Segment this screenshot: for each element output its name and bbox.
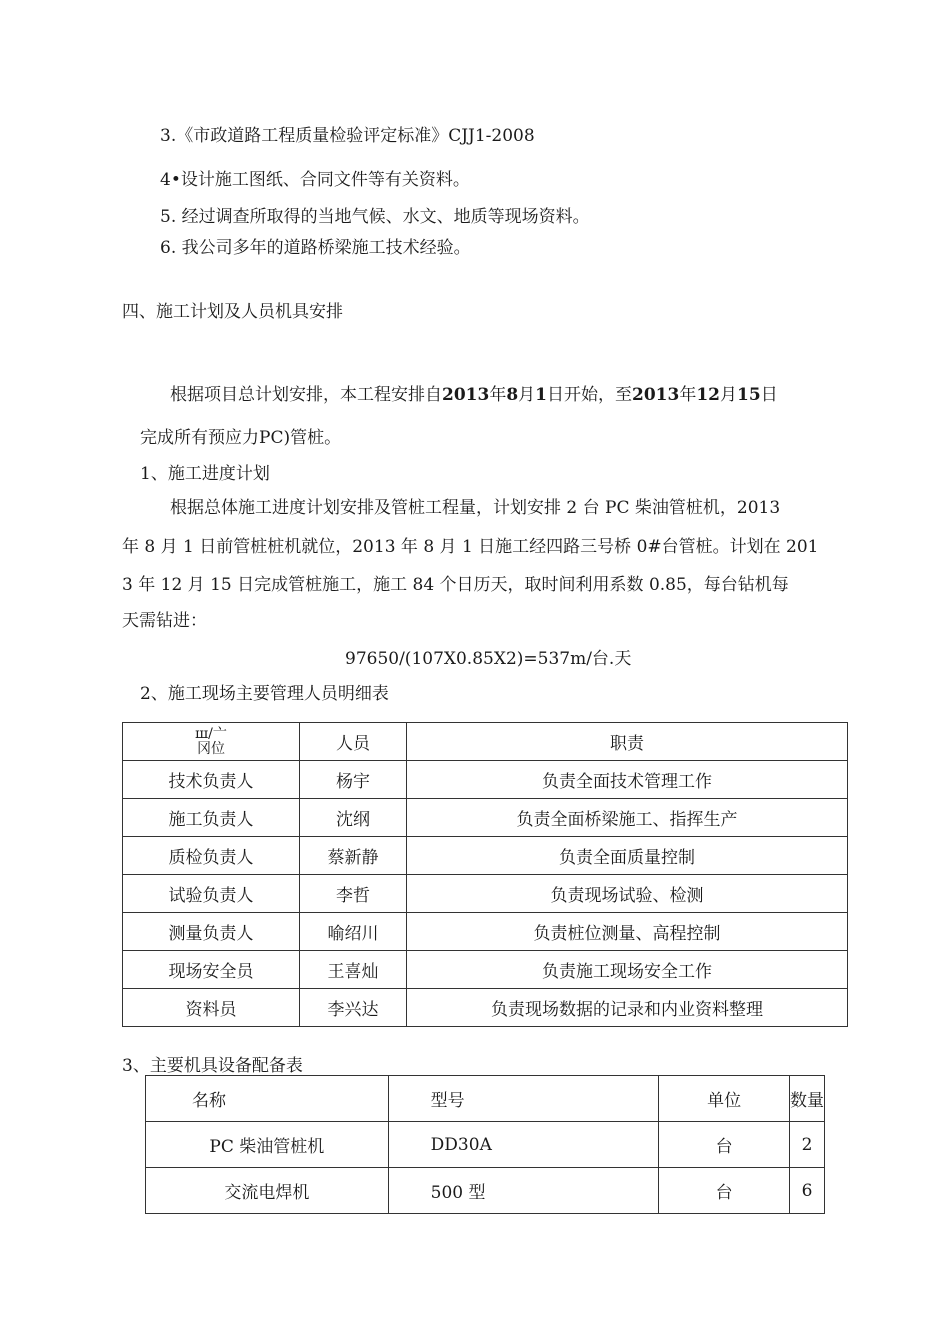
equip-unit: 台 — [659, 1168, 790, 1214]
basis-item-6: 6. 我公司多年的道路桥梁施工技术经验。 — [160, 238, 471, 258]
equip-name: PC 柴油管桩机 — [146, 1122, 389, 1168]
table-row — [123, 875, 848, 913]
subsection-1-title: 1、施工进度计划 — [140, 464, 270, 484]
intro-text-g: 日 — [760, 385, 778, 405]
formula: 97650/(107X0.85X2)=537m/台.天 — [345, 649, 632, 669]
table-row — [146, 1168, 825, 1214]
intro-paragraph-line1 — [170, 387, 778, 404]
basis-item-5: 5. 经过调查所取得的当地气候、水文、地质等现场资料。 — [160, 207, 590, 227]
schedule-line-1: 根据总体施工进度计划安排及管桩工程量，计划安排 2 台 PC 柴油管桩机，2013 — [170, 498, 781, 518]
section-4-title: 四、施工计划及人员机具安排 — [122, 302, 343, 322]
staff-duty: 负责现场数据的记录和内业资料整理 — [407, 989, 848, 1027]
staff-post: 现场安全员 — [123, 951, 300, 989]
staff-duty: 负责现场试验、检测 — [407, 875, 848, 913]
header-post-line1: ш/亠 — [195, 725, 227, 742]
subsection-3-title: 3、主要机具设备配备表 — [122, 1056, 303, 1076]
intro-year2: 2013 — [632, 385, 680, 405]
staff-post: 技术负责人 — [123, 761, 300, 799]
staff-person: 喻绍川 — [300, 913, 407, 951]
equipment-table — [145, 1075, 825, 1214]
intro-text-b: 年 — [489, 385, 507, 405]
table-row — [123, 837, 848, 875]
header-person: 人员 — [300, 723, 407, 761]
intro-day1: 1 — [535, 385, 548, 405]
staff-person: 李哲 — [300, 875, 407, 913]
intro-day2: 15 — [737, 385, 761, 405]
schedule-line-3: 3 年 12 月 15 日完成管桩施工，施工 84 个日历天，取时间利用系数 0.85，每台钻机每 — [122, 575, 789, 595]
table-row — [123, 799, 848, 837]
staff-duty: 负责全面技术管理工作 — [407, 761, 848, 799]
staff-person: 沈纲 — [300, 799, 407, 837]
equip-unit: 台 — [659, 1122, 790, 1168]
basis-item-4: 4•设计施工图纸、合同文件等有关资料。 — [160, 170, 470, 190]
equip-model: DD30A — [388, 1122, 659, 1168]
table-row — [123, 989, 848, 1027]
header-unit: 单位 — [659, 1076, 790, 1122]
staff-table-header — [123, 723, 848, 761]
intro-text-d: 日开始，至 — [547, 385, 633, 405]
staff-duty: 负责全面质量控制 — [407, 837, 848, 875]
staff-table — [122, 722, 848, 1027]
staff-duty: 负责施工现场安全工作 — [407, 951, 848, 989]
staff-post: 质检负责人 — [123, 837, 300, 875]
schedule-line-2: 年 8 月 1 日前管桩桩机就位，2013 年 8 月 1 日施工经四路三号桥 0#台管桩。计划在 201 — [122, 537, 819, 557]
staff-duty: 负责桩位测量、高程控制 — [407, 913, 848, 951]
header-post — [123, 723, 300, 761]
staff-person: 杨宇 — [300, 761, 407, 799]
intro-text-c: 月 — [518, 385, 536, 405]
intro-text-f: 月 — [720, 385, 738, 405]
intro-text-a: 根据项目总计划安排，本工程安排自 — [170, 385, 442, 405]
intro-paragraph-line2: 完成所有预应力PC)管桩。 — [140, 428, 342, 448]
staff-post: 资料员 — [123, 989, 300, 1027]
intro-text-e: 年 — [679, 385, 697, 405]
intro-month1: 8 — [506, 385, 519, 405]
table-row — [123, 761, 848, 799]
subsection-2-title: 2、施工现场主要管理人员明细表 — [140, 684, 389, 704]
equip-qty: 2 — [790, 1122, 825, 1168]
table-row — [123, 913, 848, 951]
table-row — [123, 951, 848, 989]
intro-year1: 2013 — [442, 385, 490, 405]
header-name: 名称 — [146, 1076, 389, 1122]
equip-model: 500 型 — [388, 1168, 659, 1214]
staff-duty: 负责全面桥梁施工、指挥生产 — [407, 799, 848, 837]
staff-person: 蔡新静 — [300, 837, 407, 875]
equip-qty: 6 — [790, 1168, 825, 1214]
schedule-line-4: 天需钻进： — [122, 611, 207, 631]
intro-month2: 12 — [696, 385, 721, 405]
header-model: 型号 — [388, 1076, 659, 1122]
equip-name: 交流电焊机 — [146, 1168, 389, 1214]
staff-post: 测量负责人 — [123, 913, 300, 951]
header-qty: 数量 — [790, 1076, 825, 1122]
staff-post: 施工负责人 — [123, 799, 300, 837]
header-duty: 职责 — [407, 723, 848, 761]
table-row — [146, 1122, 825, 1168]
header-post-line2: 冈位 — [197, 740, 225, 757]
staff-person: 王喜灿 — [300, 951, 407, 989]
staff-person: 李兴达 — [300, 989, 407, 1027]
equipment-table-header — [146, 1076, 825, 1122]
staff-post: 试验负责人 — [123, 875, 300, 913]
basis-item-3: 3.《市政道路工程质量检验评定标准》CJJ1-2008 — [160, 126, 535, 146]
